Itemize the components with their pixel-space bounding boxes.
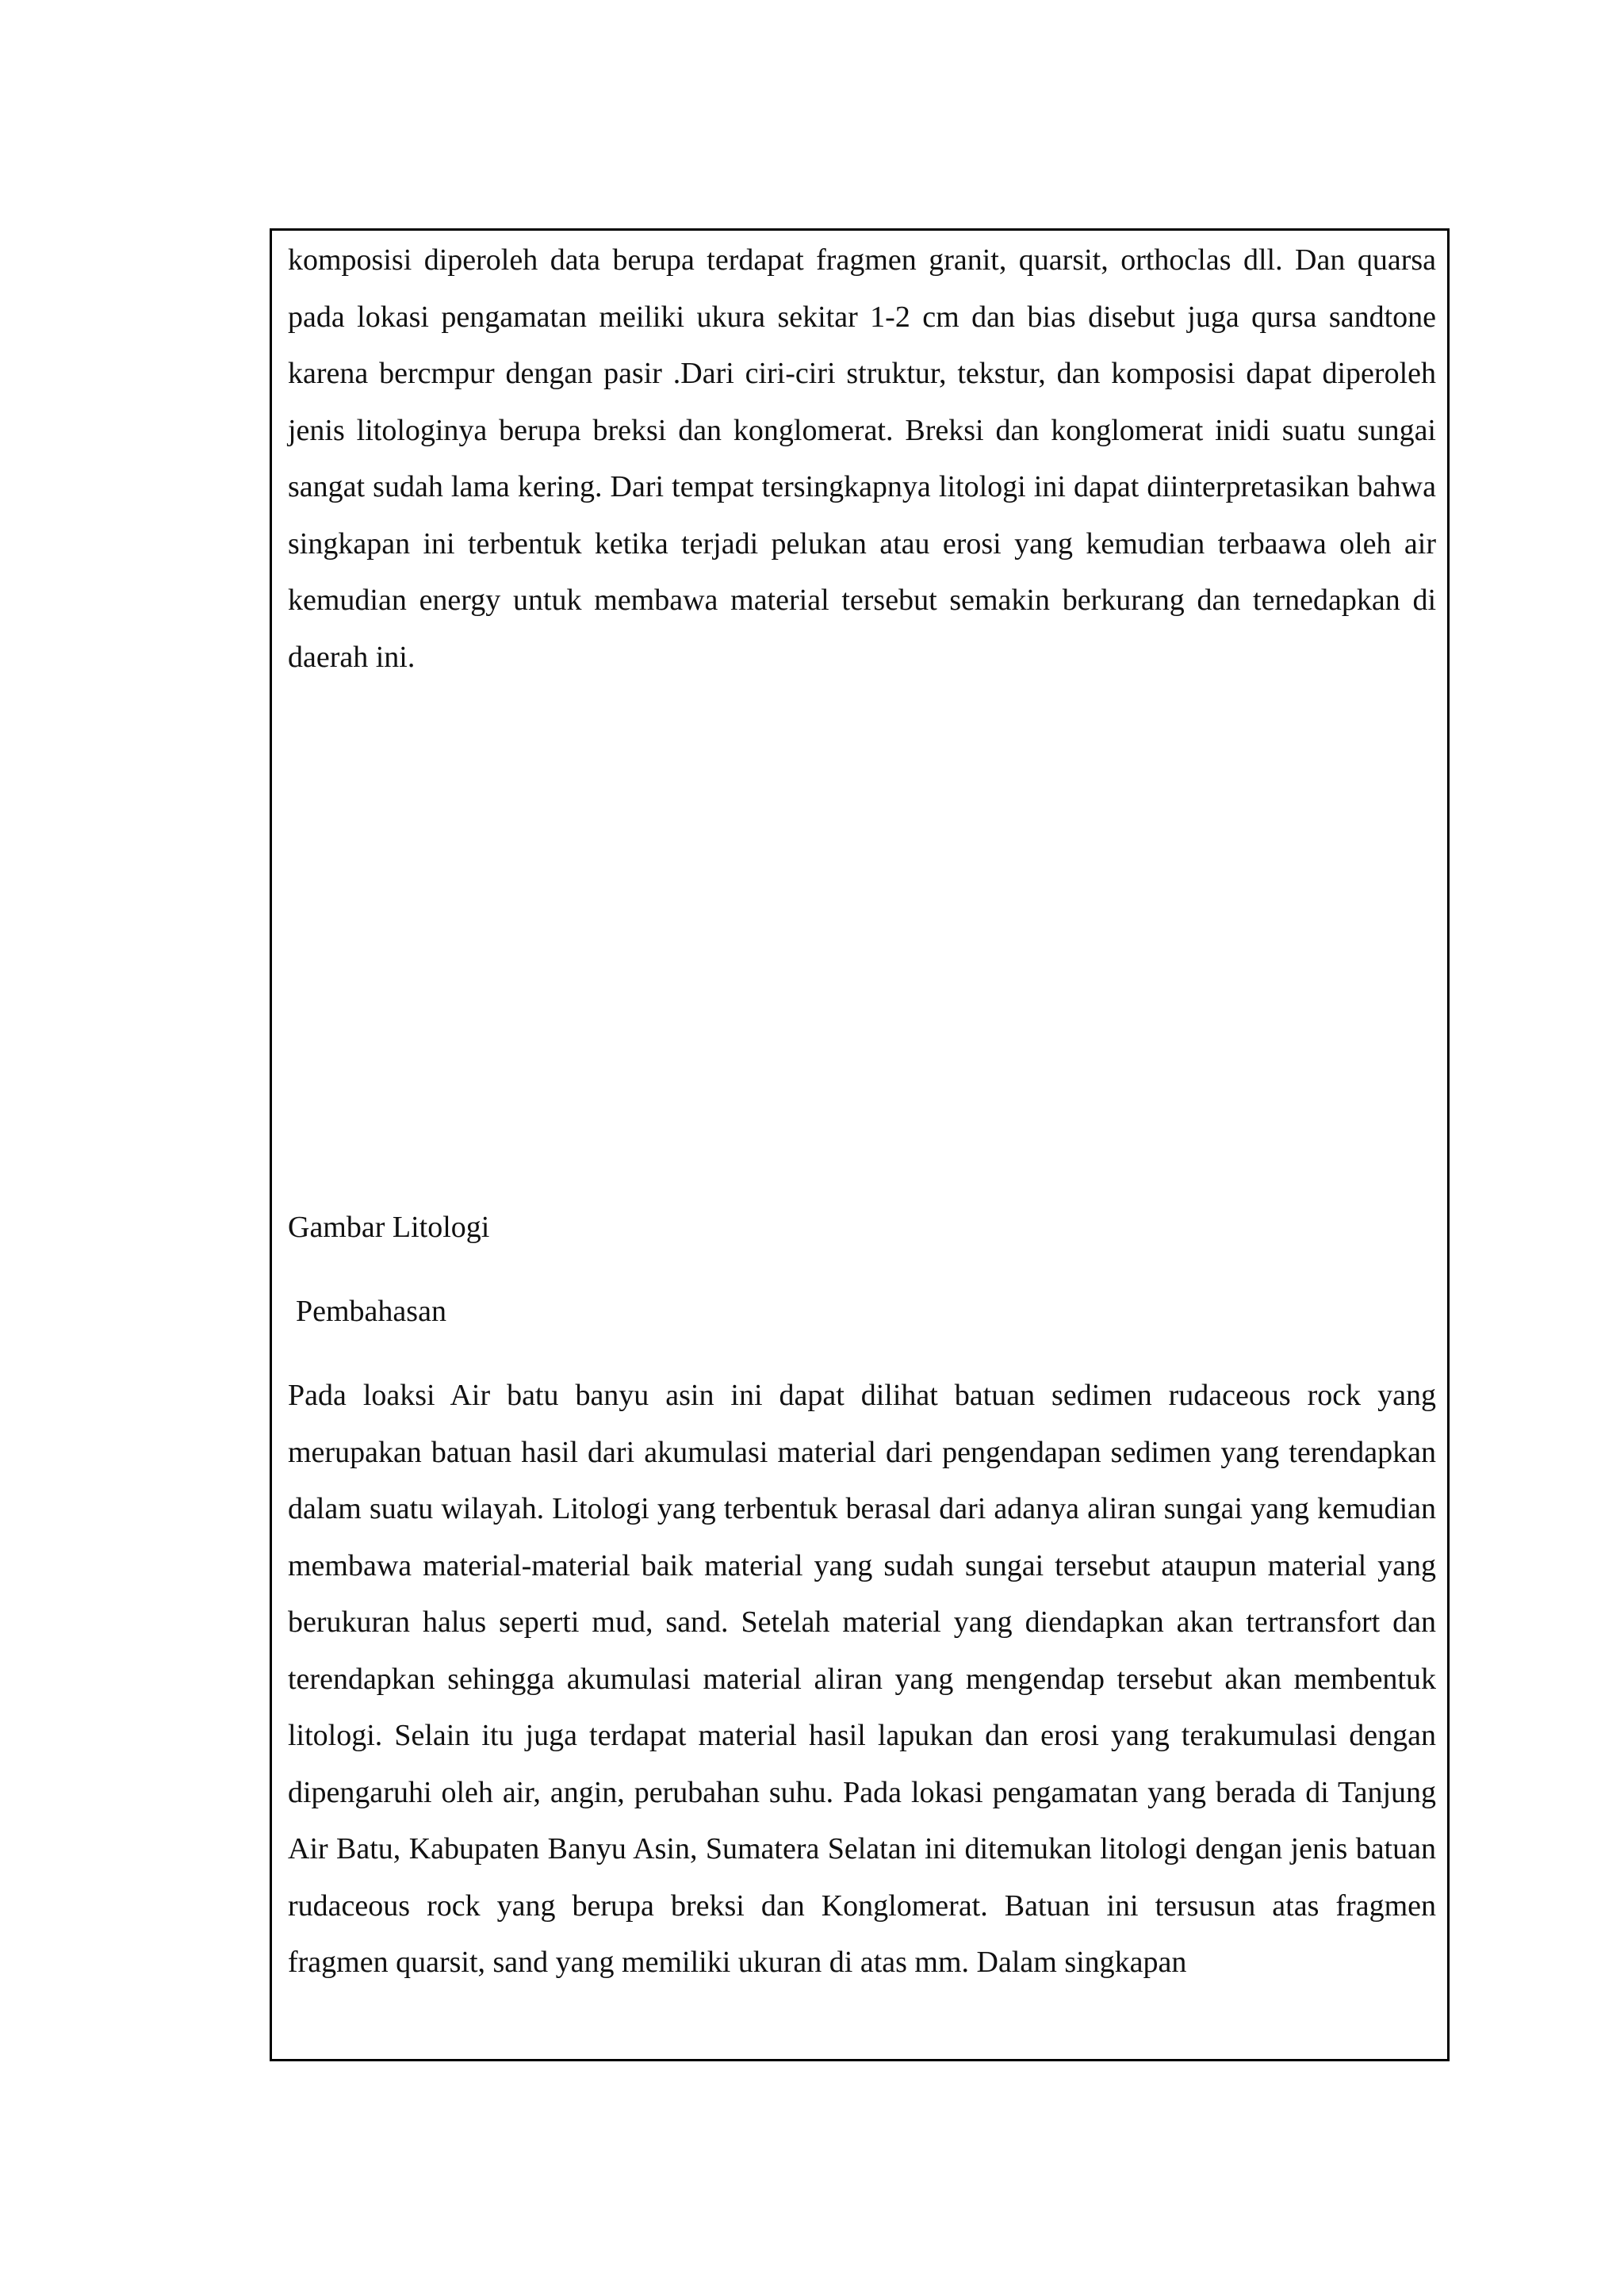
section-heading: Pembahasan	[296, 1295, 446, 1328]
figure-caption: Gambar Litologi	[288, 1211, 490, 1244]
content-border-box	[270, 228, 1450, 2061]
paragraph-discussion: Pada loaksi Air batu banyu asin ini dapat dilihat batuan sedimen rudaceous rock yang merupakan batuan hasil dari akumulasi material dari pengendapan sedimen yang terendapkan dalam suatu wilayah. Litologi yang terbentuk berasal dari adanya aliran sungai yang kemudian membawa material-material baik material yang sudah sungai tersebut ataupun material yang berukuran halus seperti mud, sand. Setelah material yang diendapkan akan tertransfort dan terendapkan sehingga akumulasi material aliran yang mengendap tersebut akan membentuk litologi. Selain itu juga terdapat material hasil lapukan dan erosi yang terakumulasi dengan dipengaruhi oleh air, angin, perubahan suhu. Pada lokasi pengamatan yang berada di Tanjung Air Batu, Kabupaten Banyu Asin, Sumatera Selatan ini ditemukan litologi dengan jenis batuan rudaceous rock yang berupa breksi dan Konglomerat. Batuan ini tersusun atas fragmen fragmen quarsit, sand yang memiliki ukuran di atas mm. Dalam singkapan	[288, 1379, 1436, 1979]
paragraph-lithology-description: komposisi diperoleh data berupa terdapat fragmen granit, quarsit, orthoclas dll. Dan quarsa pada lokasi pengamatan meiliki ukura sekitar 1-2 cm dan bias disebut juga qursa sandtone karena bercmpur dengan pasir .Dari ciri-ciri struktur, tekstur, dan komposisi dapat diperoleh jenis litologinya berupa breksi dan konglomerat. Breksi dan konglomerat inidi suatu sungai sangat sudah lama kering. Dari tempat tersingkapnya litologi ini dapat diinterpretasikan bahwa singkapan ini terbentuk ketika terjadi pelukan atau erosi yang kemudian terbaawa oleh air kemudian energy untuk membawa material tersebut semakin berkurang dan ternedapkan di daerah ini.	[288, 243, 1436, 674]
